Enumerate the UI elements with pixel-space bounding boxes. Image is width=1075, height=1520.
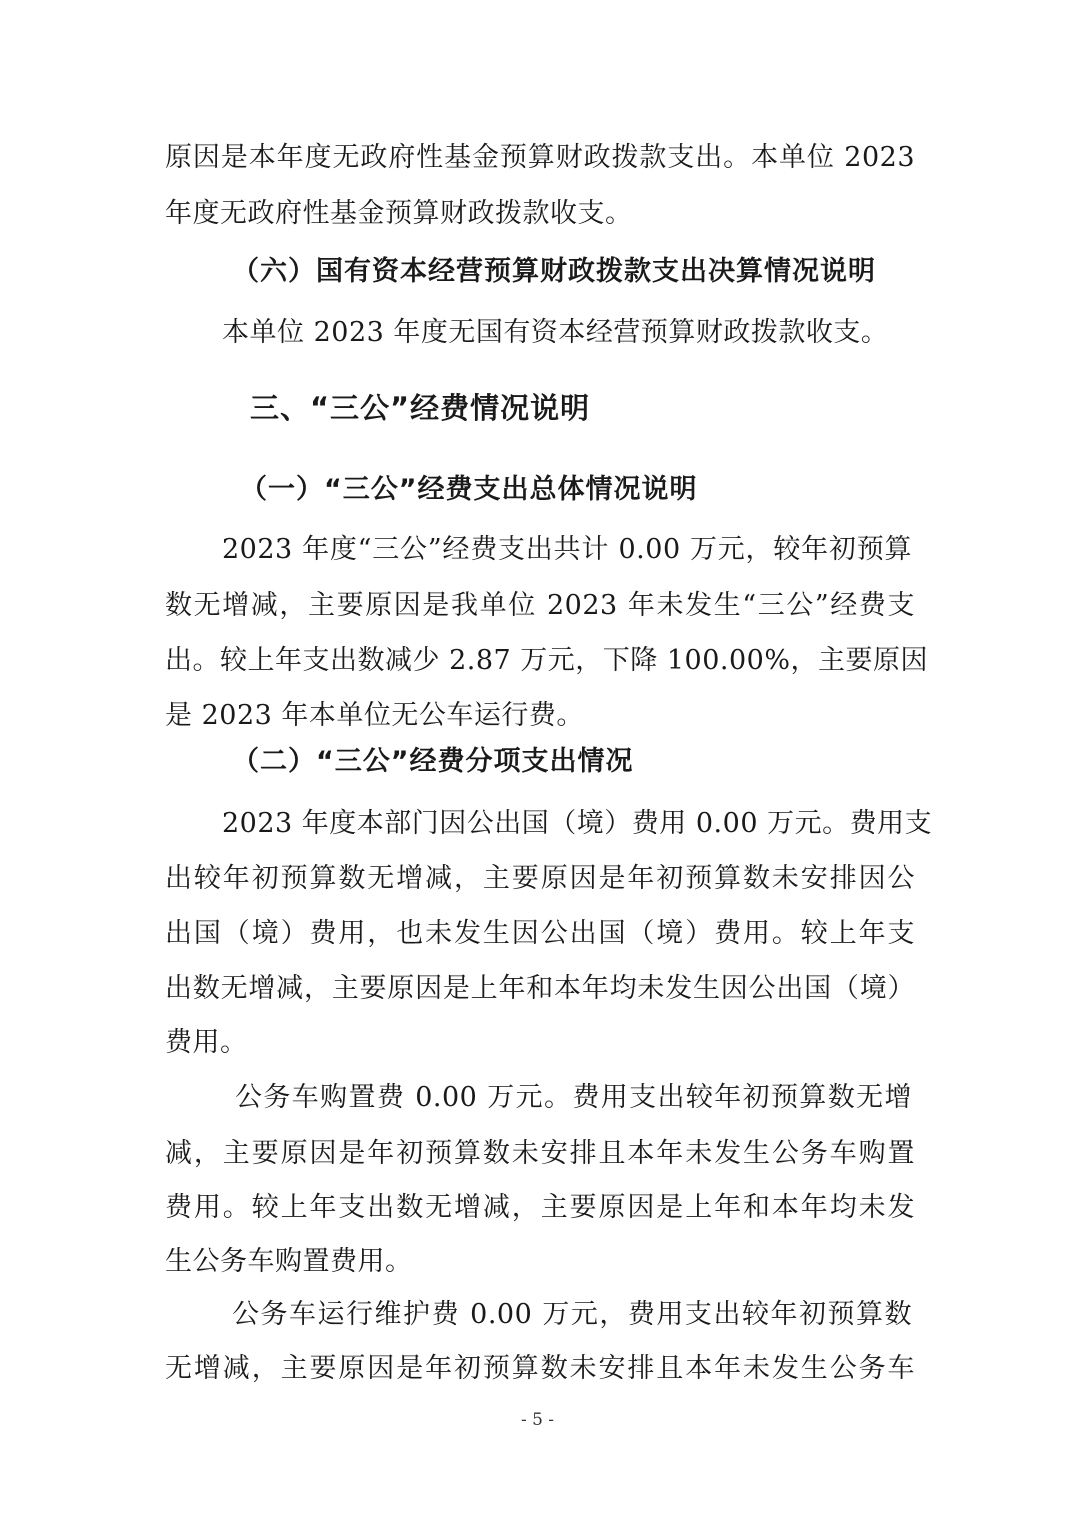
body-text-line: 出国（境）费用，也未发生因公出国（境）费用。较上年支 (165, 918, 915, 949)
body-text-line: 生公务车购置费用。 (165, 1246, 413, 1277)
page-number: - 5 - (520, 1410, 555, 1430)
body-text-line: 出。较上年支出数减少 2.87 万元，下降 100.00%，主要原因 (165, 645, 928, 676)
body-text-line: 无增减，主要原因是年初预算数未安排且本年未发生公务车 (165, 1353, 915, 1384)
body-text-line: 2023 年度本部门因公出国（境）费用 0.00 万元。费用支 (222, 808, 933, 839)
section-heading: （一）“三公”经费支出总体情况说明 (240, 474, 698, 505)
body-text-line: 费用。较上年支出数无增减，主要原因是上年和本年均未发 (165, 1192, 915, 1223)
body-text-line: 本单位 2023 年度无国有资本经营预算财政拨款收支。 (222, 317, 889, 348)
body-text-line: 2023 年度“三公”经费支出共计 0.00 万元，较年初预算 (222, 534, 912, 565)
body-text-line: 公务车运行维护费 0.00 万元，费用支出较年初预算数 (232, 1299, 912, 1330)
chapter-heading: 三、“三公”经费情况说明 (250, 391, 591, 425)
body-text-line: 费用。 (165, 1027, 248, 1058)
body-text-line: 原因是本年度无政府性基金预算财政拨款支出。本单位 2023 (165, 142, 915, 173)
body-text-line: 是 2023 年本单位无公车运行费。 (165, 700, 584, 731)
section-heading: （二）“三公”经费分项支出情况 (232, 746, 634, 777)
body-text-line: 减，主要原因是年初预算数未安排且本年未发生公务车购置 (165, 1138, 915, 1169)
section-heading: （六）国有资本经营预算财政拨款支出决算情况说明 (232, 256, 876, 287)
body-text-line: 出数无增减，主要原因是上年和本年均未发生因公出国（境） (165, 973, 915, 1004)
body-text-line: 公务车购置费 0.00 万元。费用支出较年初预算数无增 (235, 1082, 912, 1113)
body-text-line: 数无增减，主要原因是我单位 2023 年未发生“三公”经费支 (165, 590, 915, 621)
body-text-line: 出较年初预算数无增减，主要原因是年初预算数未安排因公 (165, 863, 915, 894)
body-text-line: 年度无政府性基金预算财政拨款收支。 (165, 198, 633, 229)
